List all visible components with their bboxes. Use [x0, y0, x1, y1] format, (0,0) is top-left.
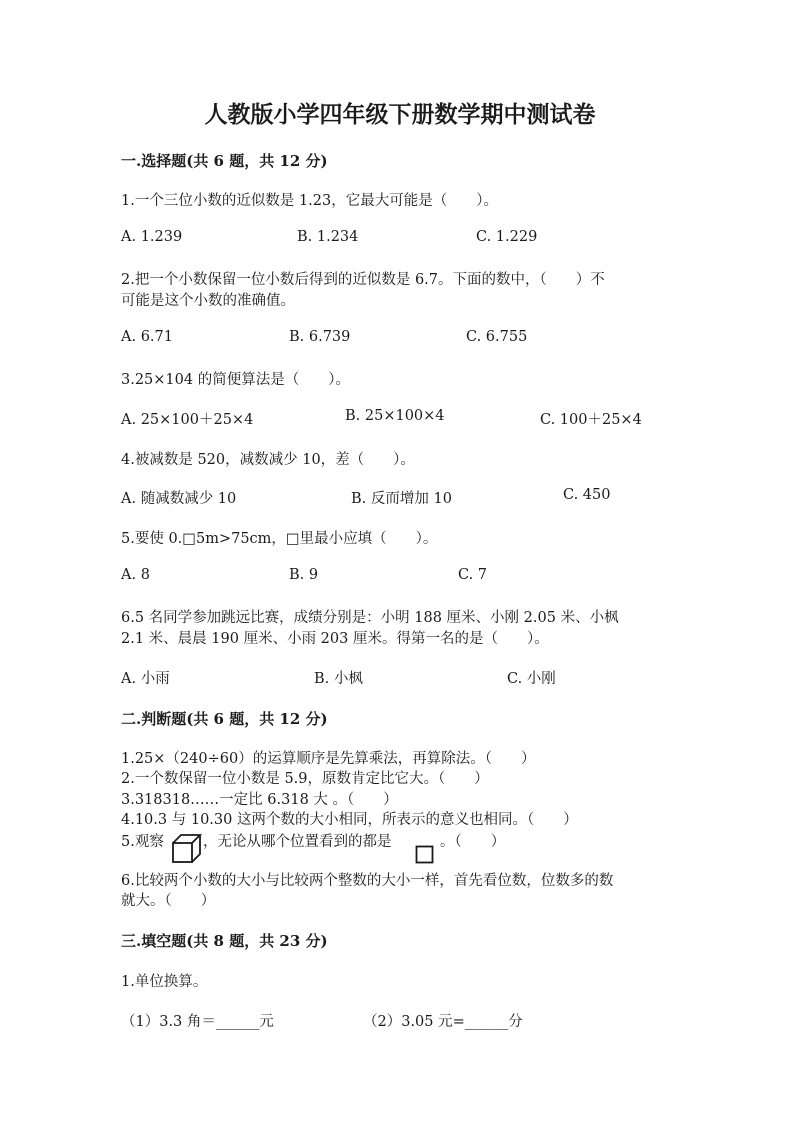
question-text-line: 2.把一个小数保留一位小数后得到的近似数是 6.7。下面的数中，（ ）不 [121, 272, 605, 288]
question-text-line: 6.5 名同学参加跳远比赛，成绩分别是：小明 188 厘米、小刚 2.05 米、小枫 [121, 610, 619, 626]
option-c: C. 100＋25×4 [540, 412, 642, 428]
question-text-line: 可能是这个小数的准确值。 [121, 293, 295, 309]
cube-figure [171, 833, 201, 865]
option-c: C. 小刚 [507, 671, 556, 687]
option-b: B. 小枫 [314, 671, 363, 687]
option-a: A. 25×100＋25×4 [121, 412, 254, 428]
question-text: 4.被减数是 520，减数减少 10，差（ ）。 [121, 452, 415, 468]
statement: 2.一个数保留一位小数是 5.9，原数肯定比它大。（ ） [121, 771, 489, 787]
option-b: B. 25×100×4 [345, 408, 445, 424]
statement-5-middle: ，无论从哪个位置看到的都是 [203, 834, 392, 850]
question-text: 1.单位换算。 [121, 974, 208, 990]
statement: 4.10.3 与 10.30 这两个数的大小相同，所表示的意义也相同。（ ） [121, 812, 578, 828]
section-heading-fill-blank: 三.填空题(共 8 题，共 23 分) [121, 932, 328, 950]
option-b: B. 9 [289, 567, 319, 583]
statement-5-suffix: 。（ ） [440, 834, 506, 850]
statement-line: 就大。（ ） [121, 893, 216, 909]
question-text-line: 2.1 米、晨晨 190 厘米、小雨 203 厘米。得第一名的是（ ）。 [121, 631, 549, 647]
option-a: A. 小雨 [121, 671, 170, 687]
option-a: A. 8 [121, 567, 150, 583]
statement: 3.318318……一定比 6.318 大 。（ ） [121, 792, 398, 808]
option-b: B. 1.234 [297, 229, 359, 245]
option-b: B. 反而增加 10 [351, 491, 452, 507]
option-a: A. 6.71 [121, 329, 173, 345]
page-title: 人教版小学四年级下册数学期中测试卷 [204, 101, 596, 128]
option-c: C. 6.755 [466, 329, 528, 345]
fill-blank-item: （2）3.05 元=______分 [363, 1014, 523, 1030]
option-a: A. 1.239 [121, 229, 183, 245]
statement-5-prefix: 5.观察 [121, 834, 164, 850]
option-c: C. 1.229 [476, 229, 538, 245]
statement: 1.25×（240÷60）的运算顺序是先算乘法，再算除法。（ ） [121, 751, 536, 767]
option-c: C. 7 [458, 567, 488, 583]
option-b: B. 6.739 [289, 329, 351, 345]
section-heading-choice: 一.选择题(共 6 题，共 12 分) [121, 152, 328, 170]
option-c: C. 450 [563, 487, 611, 503]
option-a: A. 随减数减少 10 [121, 491, 237, 507]
square-figure [415, 845, 435, 865]
question-text: 1.一个三位小数的近似数是 1.23，它最大可能是（ ）。 [121, 193, 498, 209]
fill-blank-item: （1）3.3 角＝______元 [121, 1014, 274, 1030]
section-heading-judgement: 二.判断题(共 6 题，共 12 分) [121, 710, 328, 728]
question-text: 5.要使 0.□5m>75cm，□里最小应填（ ）。 [121, 531, 438, 547]
statement-line: 6.比较两个小数的大小与比较两个整数的大小一样，首先看位数，位数多的数 [121, 873, 614, 889]
question-text: 3.25×104 的简便算法是（ ）。 [121, 372, 350, 388]
